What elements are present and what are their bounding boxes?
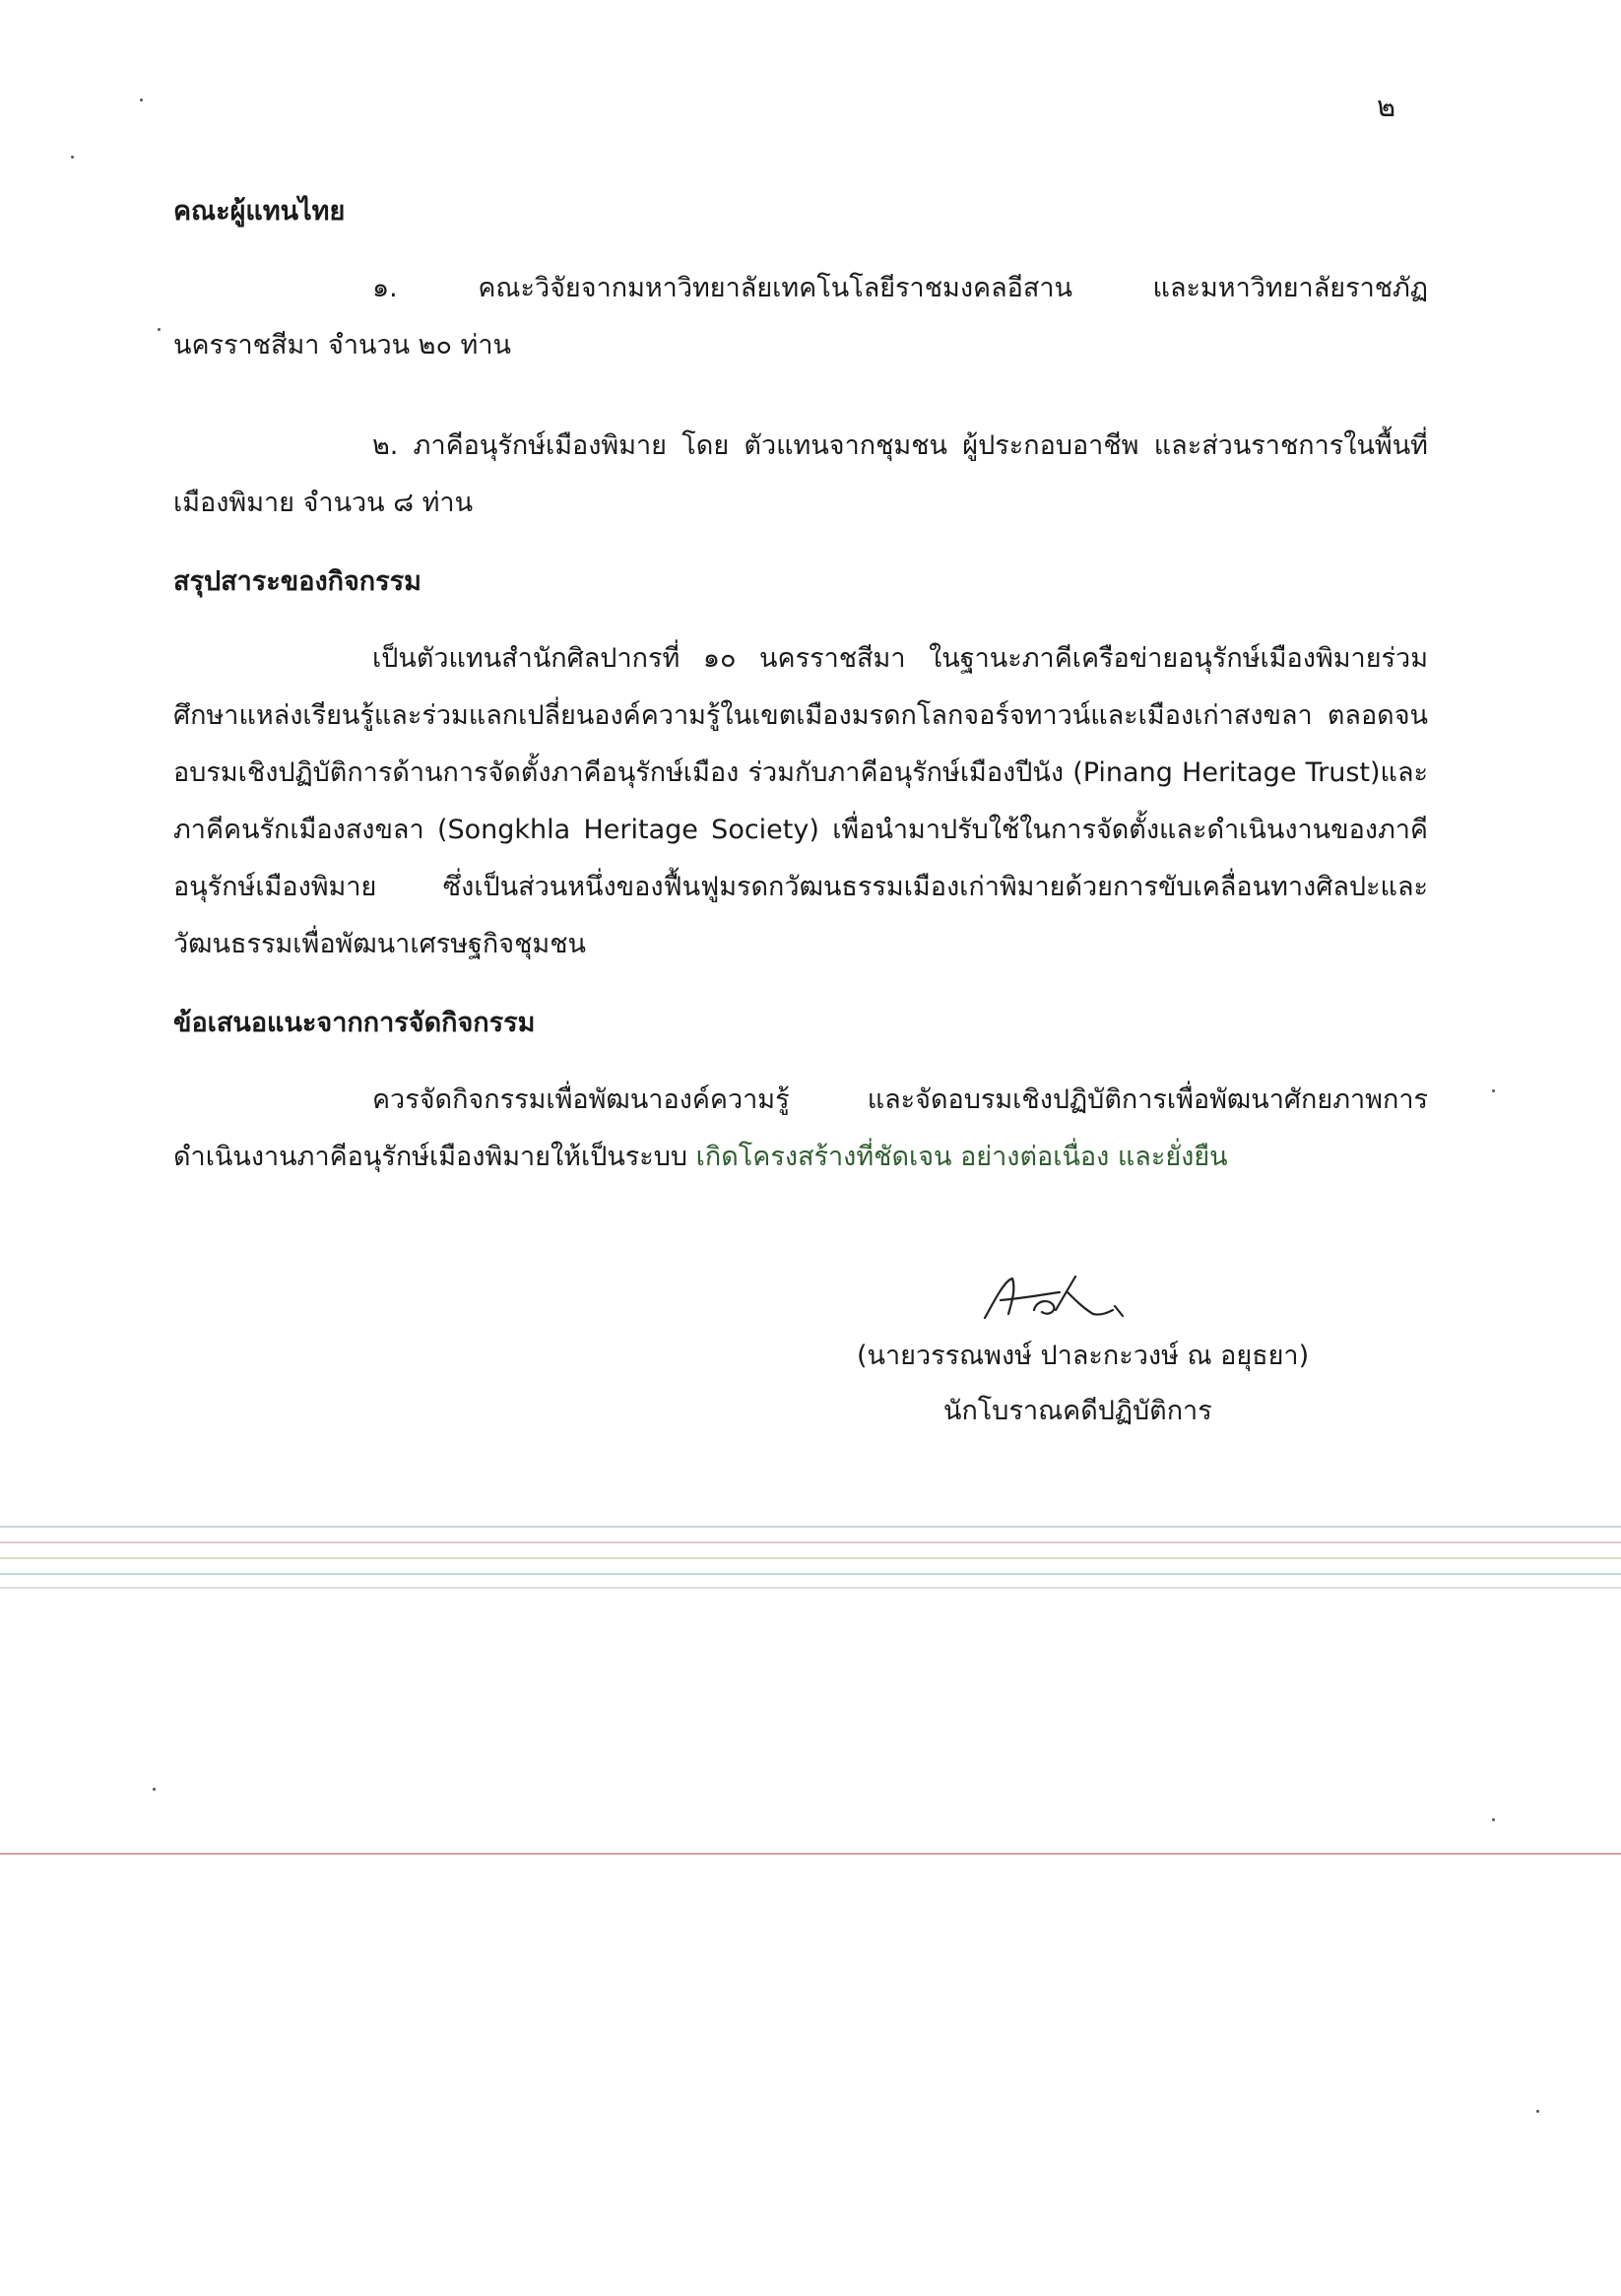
- signatory-name: (นายวรรณพงษ์ ปาละกะวงษ์ ณ อยุธยา): [857, 1341, 1310, 1371]
- scan-speck: [140, 98, 143, 101]
- recommendation-heading: ข้อเสนอแนะจากการจัดกิจกรรม: [173, 1008, 536, 1038]
- summary-heading: สรุปสาระของกิจกรรม: [173, 566, 421, 597]
- scan-speck: [1536, 2110, 1539, 2113]
- scan-speck: [158, 328, 161, 331]
- signatory-position: นักโบราณคดีปฏิบัติการ: [943, 1396, 1212, 1426]
- scan-speck: [1492, 1818, 1495, 1821]
- scan-speck: [71, 156, 74, 159]
- summary-paragraph: เป็นตัวแทนสำนักศิลปากรที่ ๑๐ นครราชสีมา ในฐานะภาคีเครือข่ายอนุรักษ์เมืองพิมายร่วมศึกษาแหล่งเรียนรู้และร่วมแลกเปลี่ยนองค์ความรู้ในเขตเมืองมรดกโลกจอร์จทาวน์และเมืองเก่าสงขลา ตลอดจนอบรมเชิงปฏิบัติการด้านการจัดตั้งภาคีอนุรักษ์เมือง ร่วมกับภาคีอนุรักษ์เมืองปีนัง (Pinang Heritage Trust)และภาคีคนรักเมืองสงขลา (Songkhla Heritage Society) เพื่อนำมาปรับใช้ในการจัดตั้งและดำเนินงานของภาคีอนุรักษ์เมืองพิมาย ซึ่งเป็นส่วนหนึ่งของฟื้นฟูมรดกวัฒนธรรมเมืองเก่าพิมายด้วยการขับเคลื่อนทางศิลปะและวัฒนธรรมเพื่อพัฒนาเศรษฐกิจชุมชน: [173, 643, 1428, 959]
- recommendation-text: ควรจัดกิจกรรมเพื่อพัฒนาองค์ความรู้ และจัดอบรมเชิงปฏิบัติการเพื่อพัฒนาศักยภาพการดำเนินงานภาคีอนุรักษ์เมืองพิมายให้เป็นระบบ: [173, 1084, 1428, 1172]
- scan-speck: [153, 1788, 156, 1791]
- delegation-item-1: ๑. คณะวิจัยจากมหาวิทยาลัยเทคโนโลยีราชมงคลอีสาน และมหาวิทยาลัยราชภัฏนครราชสีมา จำนวน ๒๐ ท่าน: [173, 273, 1428, 361]
- handwritten-signature: [965, 1271, 1142, 1330]
- recommendation-text-green: เกิดโครงสร้างที่ชัดเจน อย่างต่อเนื่อง และยั่งยืน: [695, 1142, 1228, 1172]
- signature-block: [857, 1271, 1349, 1438]
- scan-artifact-line-red: [0, 1852, 1621, 1856]
- delegation-item-2: ๒. ภาคีอนุรักษ์เมืองพิมาย โดย ตัวแทนจากชุมชน ผู้ประกอบอาชีพ และส่วนราชการในพื้นที่เมืองพิมาย จำนวน ๘ ท่าน: [173, 430, 1428, 518]
- delegation-heading: คณะผู้แทนไทย: [173, 196, 346, 227]
- page-number: ๒: [1377, 90, 1396, 123]
- scan-speck: [1492, 1089, 1495, 1092]
- document-body: [173, 183, 1428, 1186]
- scan-artifact-lines: [0, 1517, 1621, 1606]
- recommendation-paragraph: [173, 1072, 1428, 1186]
